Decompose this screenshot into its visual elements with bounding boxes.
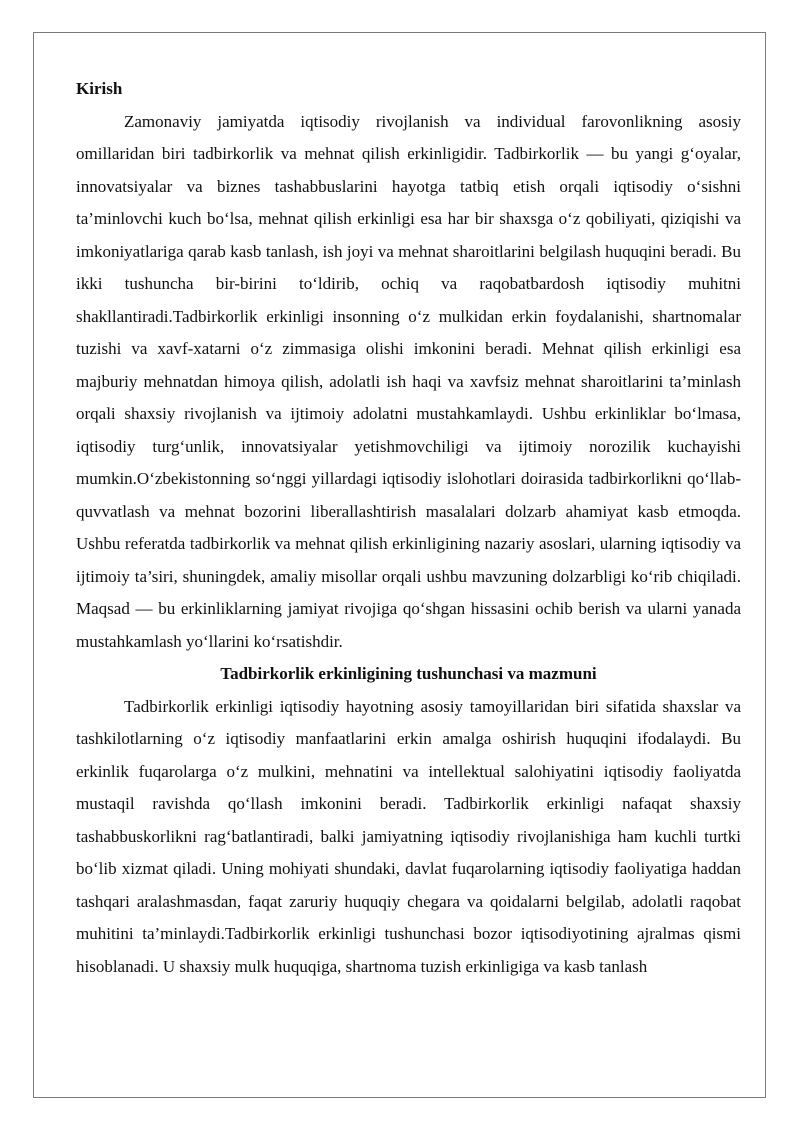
section-heading: Tadbirkorlik erkinligining tushunchasi va mazmuni [220,664,597,683]
section-paragraph: Tadbirkorlik erkinligi iqtisodiy hayotning asosiy tamoyillaridan biri sifatida shaxslar va tashkilotlarning o‘z iqtisodiy manfaatlarini erkin amalga oshirish huquqini ifodalaydi. Bu erkinlik fuqarolarga o‘z mulkini, mehnatini va intellektual salohiyatini iqtisodiy faoliyatda mustaqil ravishda qo‘llash imkonini beradi. Tadbirkorlik erkinligi nafaqat shaxsiy tashabbuskorlikni rag‘batlantiradi, balki jamiyatning iqtisodiy rivojlanishiga ham kuchli turtki bo‘lib xizmat qiladi. Uning mohiyati shundaki, davlat fuqarolarning iqtisodiy faoliyatiga haddan tashqari aralashmasdan, faqat zaruriy huquqiy chegara va qoidalarni belgilab, adolatli raqobat muhitini ta’minlaydi.Tadbirkorlik erkinligi tushunchasi bozor iqtisodiyotining ajralmas qismi hisoblanadi. U shaxsiy mulk huquqiga, shartnoma tuzish erkinligiga va kasb tanlash [76,696,741,976]
intro-paragraph: Zamonaviy jamiyatda iqtisodiy rivojlanish va individual farovonlikning asosiy omillaridan biri tadbirkorlik va mehnat qilish erkinligidir. Tadbirkorlik — bu yangi g‘oyalar, innovatsiyalar va biznes tashabbuslarini hayotga tatbiq etish orqali iqtisodiy o‘sishni ta’minlovchi kuch bo‘lsa, mehnat qilish erkinligi esa har bir shaxsga o‘z qobiliyati, qiziqishi va imkoniyatlariga qarab kasb tanlash, ish joyi va mehnat sharoitlarini belgilash huquqini beradi. Bu ikki tushuncha bir-birini to‘ldirib, ochiq va raqobatbardosh iqtisodiy muhitni shakllantiradi.Tadbirkorlik erkinligi insonning o‘z mulkidan erkin foydalanishi, shartnomalar tuzishi va xavf-xatarni o‘z zimmasiga olishi imkonini beradi. Mehnat qilish erkinligi esa majburiy mehnatdan himoya qilish, adolatli ish haqi va xavfsiz mehnat sharoitlarini ta’minlash orqali shaxsiy rivojlanish va ijtimoiy adolatni mustahkamlaydi. Ushbu erkinliklar bo‘lmasa, iqtisodiy turg‘unlik, innovatsiyalar yetishmovchiligi va ijtimoiy norozilik kuchayishi mumkin.O‘zbekistonning so‘nggi yillardagi iqtisodiy islohotlari doirasida tadbirkorlikni qo‘llab-quvvatlash va mehnat bozorini liberallashtirish masalalari dolzarb ahamiyat kasb etmoqda. Ushbu referatda tadbirkorlik va mehnat qilish erkinligining nazariy asoslari, ularning iqtisodiy va ijtimoiy ta’siri, shuningdek, amaliy misollar orqali ushbu mavzuning dolzarbligi ko‘rib chiqiladi. Maqsad — bu erkinliklarning jamiyat rivojiga qo‘shgan hissasini ochib berish va ularni yanada mustahkamlash yo‘llarini ko‘rsatishdir. [76,111,741,651]
intro-heading: Kirish [76,79,123,98]
document-body [76,73,741,983]
